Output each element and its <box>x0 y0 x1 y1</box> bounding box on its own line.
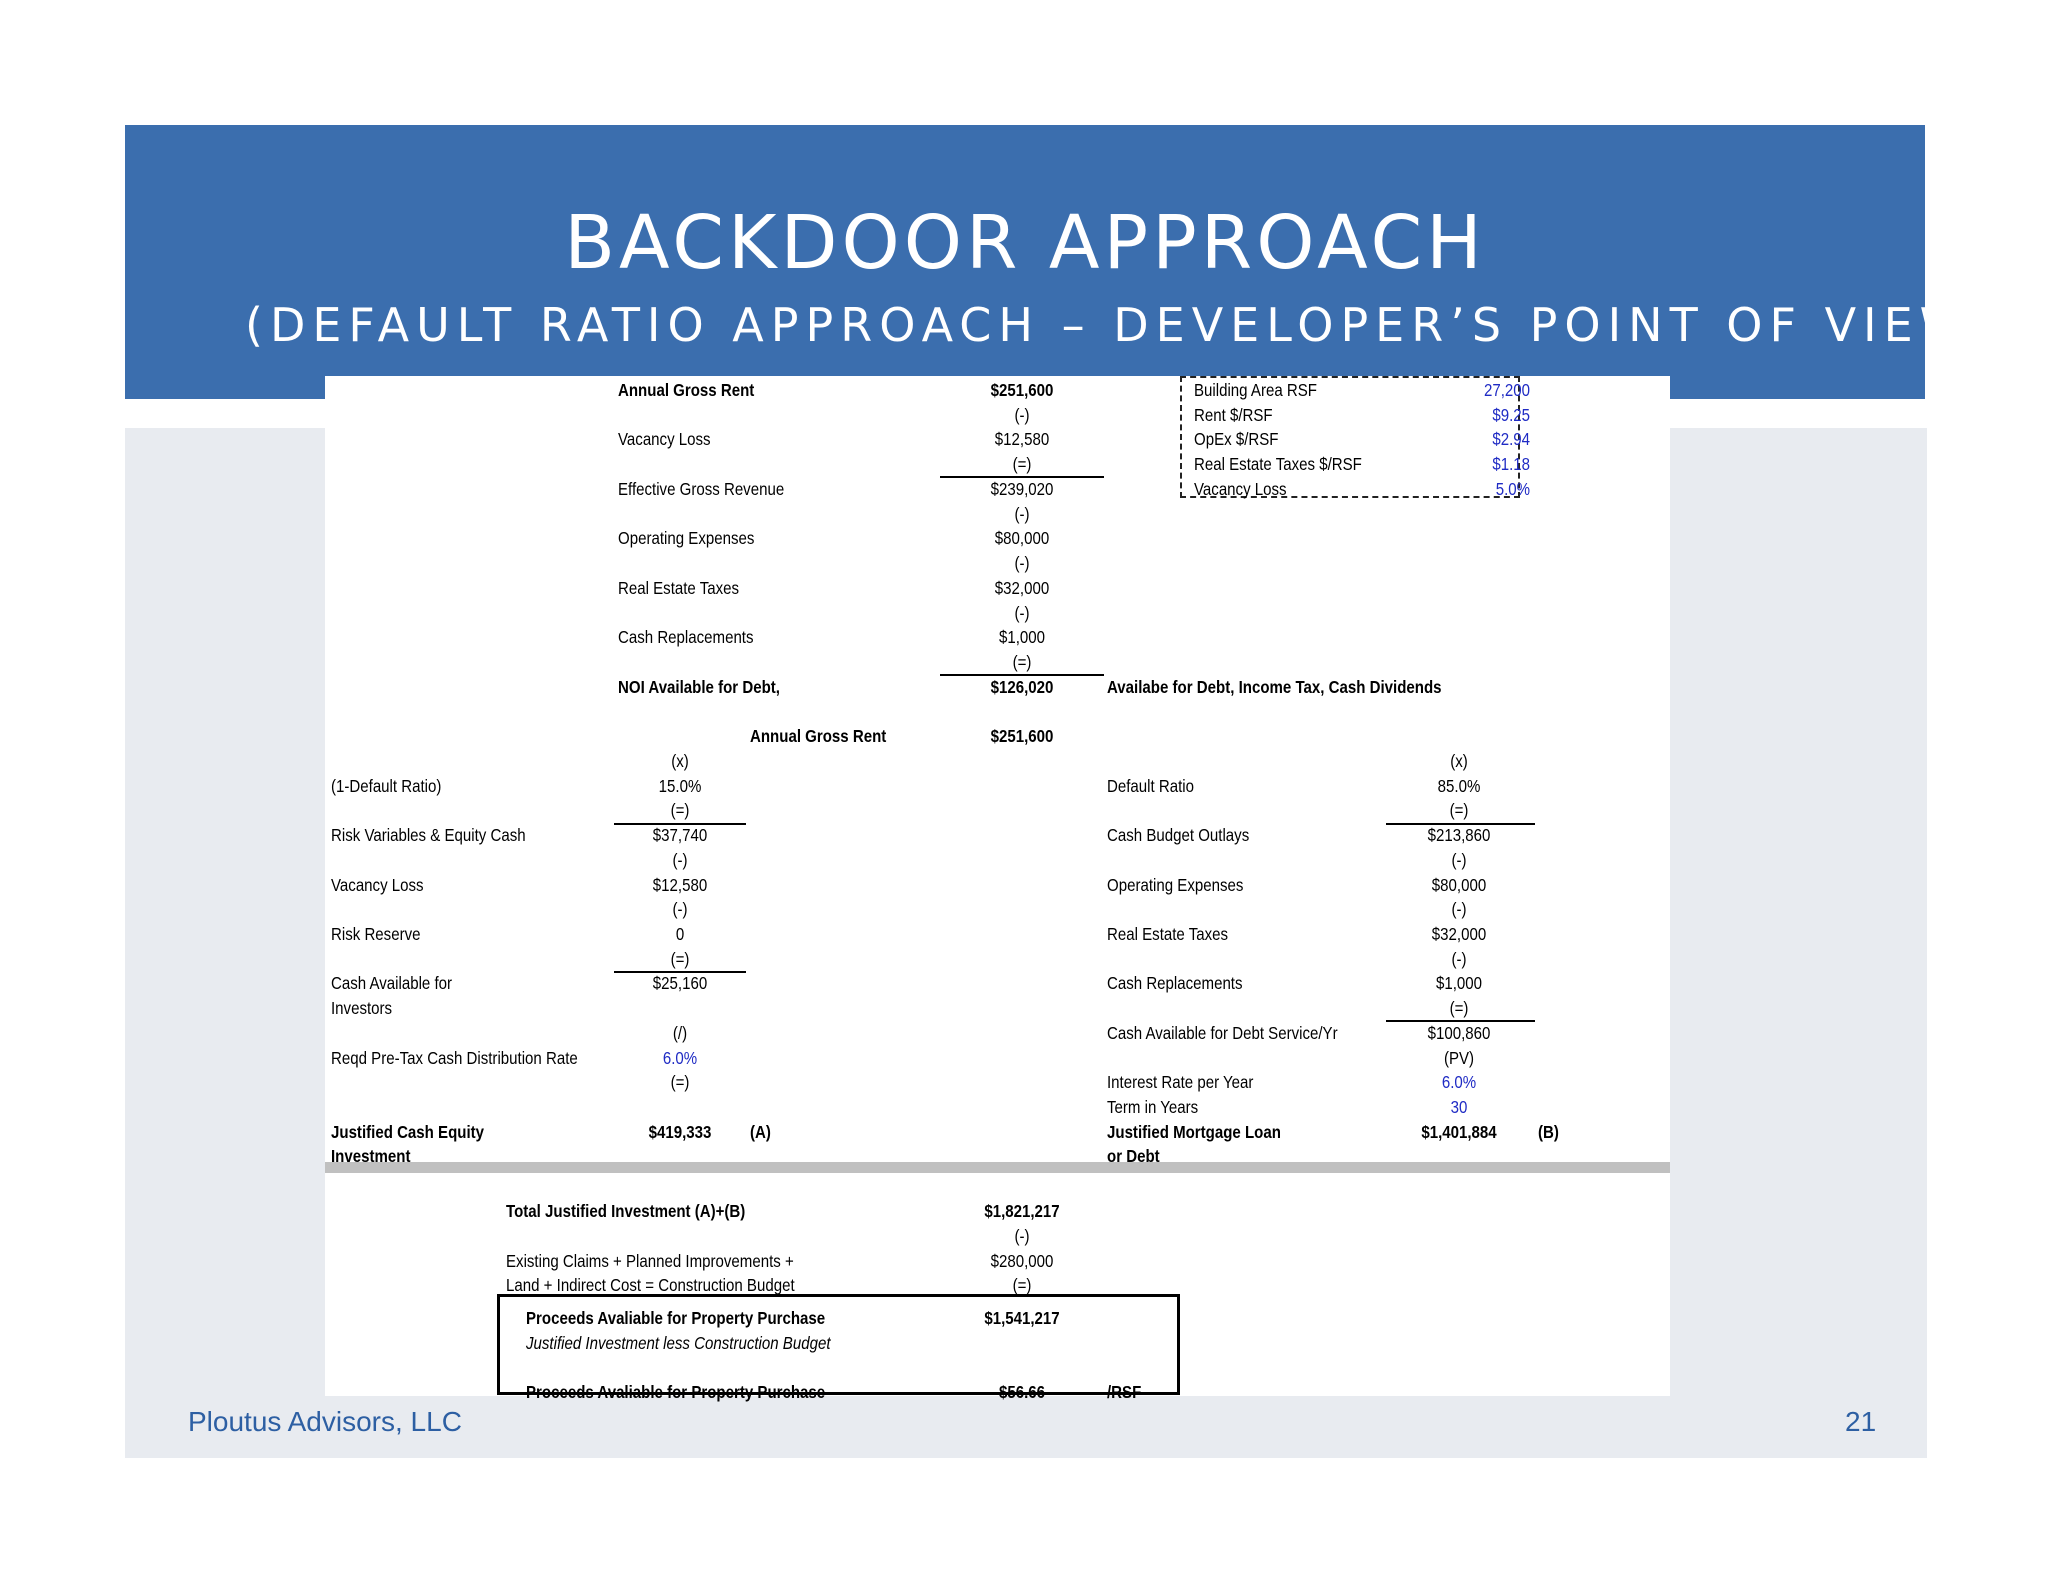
per-rsf-unit: /RSF <box>1107 1382 1142 1402</box>
claims-value: $280,000 <box>990 1251 1054 1271</box>
loan-tag: (B) <box>1538 1122 1559 1142</box>
noi-label: NOI Available for Debt, <box>618 677 780 697</box>
row-value: $12,580 <box>994 429 1050 449</box>
page-title: BACKDOOR APPROACH <box>564 200 1486 286</box>
vacancy-value: $12,580 <box>652 875 708 895</box>
row-value: $251,600 <box>990 380 1054 400</box>
operator: (=) <box>1449 800 1469 820</box>
per-rsf-value: $56.66 <box>998 1382 1046 1402</box>
operator: (=) <box>670 800 690 820</box>
row-label: Vacancy Loss <box>618 429 711 449</box>
total-value: $1,821,217 <box>984 1201 1060 1221</box>
equity-value: $419,333 <box>648 1122 712 1142</box>
assumption-label: OpEx $/RSF <box>1194 429 1279 449</box>
claims-label-cont: Land + Indirect Cost = Construction Budget <box>506 1275 795 1295</box>
repl-value: $1,000 <box>1435 973 1483 993</box>
assumption-value: $2.94 <box>1492 429 1530 449</box>
cash-label-cont: Investors <box>331 998 393 1018</box>
row-value: $80,000 <box>994 528 1050 548</box>
operator: (=) <box>670 949 690 969</box>
operator: (=) <box>1012 652 1032 672</box>
proceeds-label: Proceeds Avaliable for Property Purchase <box>526 1308 826 1328</box>
vacancy-label: Vacancy Loss <box>331 875 424 895</box>
loan-label-cont: or Debt <box>1107 1146 1160 1166</box>
noi-note: Availabe for Debt, Income Tax, Cash Dividends <box>1107 677 1442 697</box>
debt-service-value: $100,860 <box>1427 1023 1491 1043</box>
risk-label: Risk Variables & Equity Cash <box>331 825 526 845</box>
operator: (PV) <box>1443 1048 1475 1068</box>
operator: (x) <box>671 751 689 771</box>
reserve-value: 0 <box>675 924 685 944</box>
operator: (=) <box>670 1072 690 1092</box>
term-value: 30 <box>1450 1097 1468 1117</box>
page-number: 21 <box>1845 1406 1877 1437</box>
ratio-label: Default Ratio <box>1107 776 1195 796</box>
assumption-label: Building Area RSF <box>1194 380 1317 400</box>
opex-label: Operating Expenses <box>1107 875 1244 895</box>
company-name: Ploutus Advisors, LLC <box>188 1406 462 1437</box>
operator: (-) <box>1014 405 1030 425</box>
operator: (-) <box>672 899 688 919</box>
repl-label: Cash Replacements <box>1107 973 1243 993</box>
row-value: $239,020 <box>990 479 1054 499</box>
operator: (-) <box>1014 1226 1030 1246</box>
interest-label: Interest Rate per Year <box>1107 1072 1254 1092</box>
proceeds-note: Justified Investment less Construction Budget <box>526 1333 831 1353</box>
loan-label: Justified Mortgage Loan <box>1107 1122 1281 1142</box>
assumption-value: 27,200 <box>1483 380 1530 400</box>
operator: (-) <box>672 850 688 870</box>
operator: (-) <box>1014 603 1030 623</box>
assumption-value: 5.0% <box>1495 479 1530 499</box>
tax-label: Real Estate Taxes <box>1107 924 1229 944</box>
cash-label: Cash Available for <box>331 973 453 993</box>
operator: (-) <box>1451 850 1467 870</box>
assumption-label: Real Estate Taxes $/RSF <box>1194 454 1362 474</box>
row-label: Real Estate Taxes <box>618 578 740 598</box>
page-subtitle: (DEFAULT RATIO APPROACH – DEVELOPER’S POINT OF VIEW <box>245 298 1973 352</box>
sum-line <box>940 674 1104 676</box>
noi-value: $126,020 <box>990 677 1054 697</box>
assumption-label: Rent $/RSF <box>1194 405 1273 425</box>
equity-tag: (A) <box>750 1122 771 1142</box>
assumption-label: Vacancy Loss <box>1194 479 1287 499</box>
operator: (=) <box>1012 1275 1032 1295</box>
claims-label: Existing Claims + Planned Improvements + <box>506 1251 794 1271</box>
equity-label-cont: Investment <box>331 1146 411 1166</box>
interest-value: 6.0% <box>1441 1072 1477 1092</box>
operator: (/) <box>672 1023 688 1043</box>
per-rsf-label: Proceeds Avaliable for Property Purchase <box>526 1382 826 1402</box>
row-value: $1,000 <box>998 627 1046 647</box>
cash-value: $25,160 <box>652 973 708 993</box>
default-ratio-value: 15.0% <box>658 776 702 796</box>
sum-line <box>940 476 1104 478</box>
agr-value: $251,600 <box>990 726 1054 746</box>
equity-label: Justified Cash Equity <box>331 1122 485 1142</box>
row-label: Cash Replacements <box>618 627 754 647</box>
budget-value: $213,860 <box>1427 825 1491 845</box>
assumption-value: $1.18 <box>1492 454 1530 474</box>
row-value: $32,000 <box>994 578 1050 598</box>
default-ratio-label: (1-Default Ratio) <box>331 776 442 796</box>
agr-label: Annual Gross Rent <box>750 726 887 746</box>
operator: (=) <box>1449 998 1469 1018</box>
row-label: Annual Gross Rent <box>618 380 755 400</box>
proceeds-value: $1,541,217 <box>984 1308 1060 1328</box>
section-separator <box>325 1162 1670 1173</box>
rate-label: Reqd Pre-Tax Cash Distribution Rate <box>331 1048 578 1068</box>
risk-value: $37,740 <box>652 825 708 845</box>
operator: (-) <box>1014 504 1030 524</box>
reserve-label: Risk Reserve <box>331 924 421 944</box>
sum-line <box>1386 1020 1535 1022</box>
row-label: Effective Gross Revenue <box>618 479 785 499</box>
operator: (x) <box>1450 751 1468 771</box>
ratio-value: 85.0% <box>1437 776 1481 796</box>
opex-value: $80,000 <box>1431 875 1487 895</box>
debt-service-label: Cash Available for Debt Service/Yr <box>1107 1023 1338 1043</box>
row-label: Operating Expenses <box>618 528 755 548</box>
rate-value: 6.0% <box>662 1048 698 1068</box>
tax-value: $32,000 <box>1431 924 1487 944</box>
budget-label: Cash Budget Outlays <box>1107 825 1250 845</box>
assumption-value: $9.25 <box>1492 405 1530 425</box>
term-label: Term in Years <box>1107 1097 1199 1117</box>
operator: (-) <box>1451 899 1467 919</box>
operator: (-) <box>1451 949 1467 969</box>
total-label: Total Justified Investment (A)+(B) <box>506 1201 746 1221</box>
operator: (-) <box>1014 553 1030 573</box>
operator: (=) <box>1012 454 1032 474</box>
loan-value: $1,401,884 <box>1421 1122 1497 1142</box>
